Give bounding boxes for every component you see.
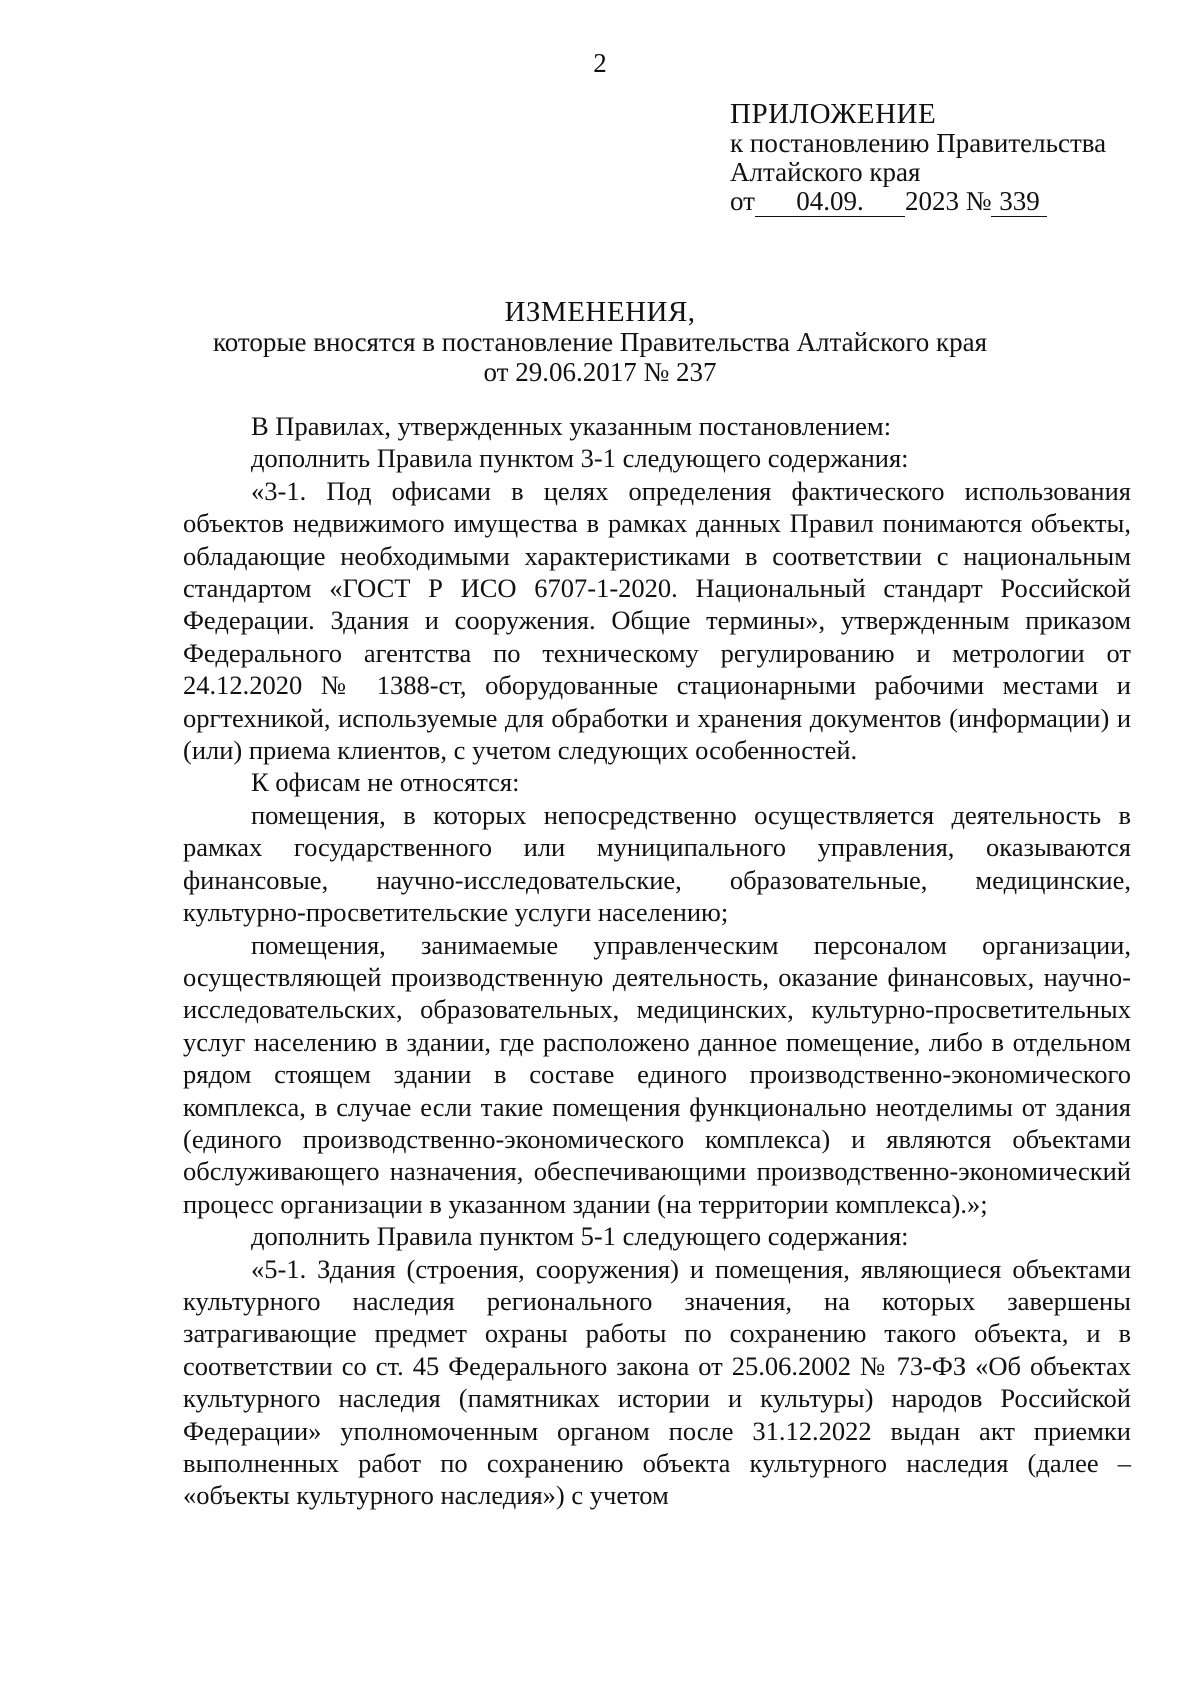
paragraph: помещения, в которых непосредственно осуществляется деятельность в рамках государственного или муниципального управления, оказываются финансовые, научно-исследовательские, образовательные, медицинские, культурно-просветительские услуги населению; [183, 799, 1131, 928]
appendix-title: ПРИЛОЖЕНИЕ [730, 98, 937, 130]
paragraph: дополнить Правила пунктом 3-1 следующего содержания: [251, 443, 909, 474]
appendix-line-2: Алтайского края [730, 157, 921, 187]
appendix-line-1: к постановлению Правительства [730, 128, 1107, 158]
document-heading [0, 297, 1200, 387]
paragraph: В Правилах, утвержденных указанным постановлением: [251, 411, 892, 441]
page-number: 2 [593, 48, 607, 78]
paragraph: «3-1. Под офисами в целях определения фактического использования объектов недвижимого имущества в рамках данных Правил понимаются объекты, обладающие необходимыми характеристиками в соответствии с национальным стандартом «ГОСТ Р ИСО 6707-1-2020. Национальный стандарт Российской Федерации. Здания и сооружения. Общие термины», утвержденным приказом Федерального агентства по техническому регулированию и метрологии от 24.12.2020 № 1388-ст, оборудованные стационарными рабочими местами и оргтехникой, используемые для обработки и хранения документов (информации) и (или) приема клиентов, с учетом следующих особенностей. [183, 475, 1131, 766]
appendix-date-line [730, 187, 1170, 217]
appendix-date-value: 04.09. [755, 187, 905, 217]
heading-reference: от 29.06.2017 № 237 [483, 357, 717, 387]
heading-subtitle: которые вносятся в постановление Правительства Алтайского края [212, 327, 987, 357]
paragraph: помещения, занимаемые управленческим персоналом организации, осуществляющей производственную деятельность, оказание финансовых, научно-исследовательских, образовательных, медицинских, культурно-просветительных услуг населению в здании, где расположено данное помещение, либо в отдельном рядом стоящем здании в составе единого производственно-экономического комплекса, в случае если такие помещения функционально неотделимы от здания (единого производственно-экономического комплекса) и являются объектами обслуживающего назначения, обеспечивающими производственно-экономический процесс организации в указанном здании (на территории комплекса).»; [183, 929, 1131, 1219]
paragraph: «5-1. Здания (строения, сооружения) и помещения, являющиеся объектами культурного наследия регионального значения, на которых завершены затрагивающие предмет охраны работы по сохранению такого объекта, и в соответствии со ст. 45 Федерального закона от 25.06.2002 № 73-ФЗ «Об объектах культурного наследия (памятниках истории и культуры) народов Российской Федерации» уполномоченным органом после 31.12.2022 выдан акт приемки выполненных работ по сохранению объекта культурного наследия (далее – «объекты культурного наследия») с учетом [183, 1253, 1131, 1511]
appendix-block [730, 100, 1170, 217]
paragraph: К офисам не относятся: [251, 767, 520, 798]
appendix-date-prefix: от [730, 186, 755, 216]
document-body [183, 410, 1131, 1512]
heading-title: ИЗМЕНЕНИЯ, [504, 296, 696, 328]
appendix-number: 339 [991, 187, 1047, 217]
appendix-year: 2023 № [904, 186, 992, 216]
paragraph: дополнить Правила пунктом 5-1 следующего содержания: [251, 1221, 909, 1252]
